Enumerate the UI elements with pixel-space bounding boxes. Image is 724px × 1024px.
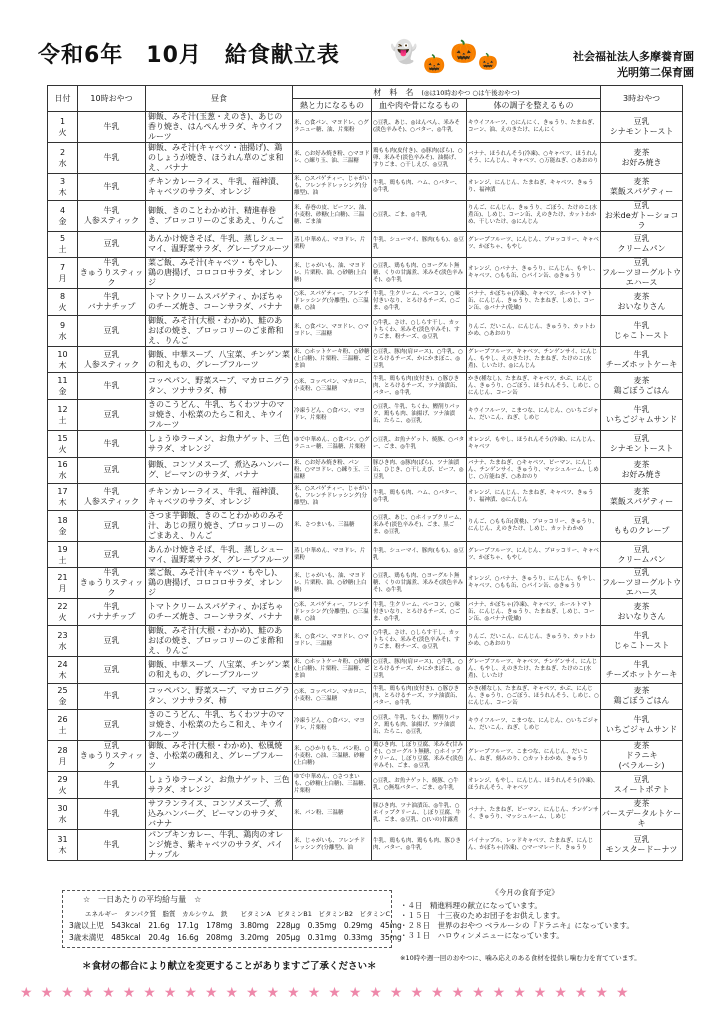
- heat-foods-cell: 蒸し中華めん、マヨドレ、片栗粉: [293, 541, 372, 568]
- nutrition-row-under3: 3歳未満児 485kcal 20.4g 16.6g 208mg 3.20mg 205μg 0.31mg 0.33mg 35mg: [69, 933, 402, 942]
- heat-foods-cell: 米、○ホットケーキ粉、○砂糖(上白糖)、片栗粉、三温糖、ごま油: [293, 656, 372, 683]
- pumpkin-small-icon: 🎃: [478, 52, 498, 71]
- blood-foods-cell: 鶏ひき肉、しぼり豆腐、米みそ(甘みそ)、○ヨーグルト無糖、○ホイップクリーム、しぼり豆腐、米みそ(淡色辛みそ)、ごま、◎豆乳: [372, 741, 467, 772]
- snack10-cell: 豆乳: [78, 315, 146, 346]
- heat-foods-cell: 米、○お好み焼き粉、パン粉、○マヨドレ、○練り玉、三温糖: [293, 457, 372, 484]
- weekday: 水: [58, 331, 67, 341]
- nutrition-row-over3: 3歳以上児 543kcal 21.6g 17.1g 178mg 3.80mg 228μg 0.35mg 0.29mg 45mg: [69, 921, 402, 930]
- day-cell: [48, 457, 78, 484]
- day-cell: [48, 568, 78, 599]
- snack10-cell: 豆乳 人参スティック: [78, 346, 146, 373]
- col-snack3: 3時おやつ: [601, 86, 683, 112]
- snack3-cell: 豆乳 もものクレープ: [601, 510, 683, 541]
- snack10-cell: 牛乳 バナナチップ: [78, 599, 146, 626]
- blood-foods-cell: ○豆乳、鶏もも肉、○ヨーグルト無糖、くりの甘露煮、米みそ(淡色辛みそ)、◎牛乳: [372, 258, 467, 289]
- lunch-cell: パンプキンカレー、牛乳、鶏肉のオレンジ焼き、紫キャベツのサラダ、パイナップル: [146, 829, 293, 860]
- lunch-cell: 御飯、みそ汁(玉葱・えのき)、あじの香り焼き、はんぺんサラダ、キウイフルーツ: [146, 112, 293, 143]
- table-row: [48, 200, 683, 231]
- lunch-cell: 菜ご飯、みそ汁(キャベツ・もやし)、鶏の唐揚げ、コロコロサラダ、オレンジ: [146, 568, 293, 599]
- blood-foods-cell: ○豆乳、牛乳、ちくわ、鰹削りパック、鶏もも肉、油揚げ、ツナ油漬缶、たらこ、◎豆乳: [372, 399, 467, 430]
- blood-foods-cell: 牛乳、鶏もも肉(皮付き)、○豚ひき肉、とろけるチーズ、ツナ油漬缶、バター、◎牛乳: [372, 373, 467, 400]
- table-row: [48, 346, 683, 373]
- chewing-note: ※10時や週一回のおやつに、噛み応えのある食材を提供し噛む力を育てています。: [400, 954, 641, 962]
- day-number: 26: [57, 715, 68, 725]
- body-foods-cell: キウイフルーツ、こまつな、にんじん、○いちごジャム、だいこん、ねぎ、しめじ: [467, 710, 601, 741]
- day-number: 15: [57, 433, 68, 443]
- weekday: 木: [58, 360, 67, 370]
- blood-foods-cell: 牛乳、生クリーム、ベーコン、○味付きいなり、とろけるチーズ、○ごま、◎牛乳: [372, 599, 467, 626]
- heat-foods-cell: 米、じゃがいも、油、マヨドレ、片栗粉、油、○砂糖(上白糖): [293, 568, 372, 599]
- lunch-cell: しょうゆラーメン、お魚ナゲット、三色サラダ、オレンジ: [146, 430, 293, 457]
- snack10-cell: 牛乳 人参スティック: [78, 484, 146, 511]
- day-cell: [48, 510, 78, 541]
- body-foods-cell: バナナ、かぼちゃ(冷凍)、キャベツ、ホールトマト缶、にんじん、きゅうり、たまねぎ、しめじ、コーン缶、◎バナナ(乾燥): [467, 599, 601, 626]
- heat-foods-cell: 米、じゃがいも、油、マヨドレ、片栗粉、油、○砂糖(上白糖): [293, 258, 372, 289]
- snack3-cell: 麦茶 おいなりさん: [601, 599, 683, 626]
- heat-foods-cell: 米、○お好み焼き粉、○マヨドレ、○練り玉、油、三温糖: [293, 143, 372, 174]
- lunch-cell: 御飯、みそ汁(大根・わかめ)、鮭のあおばの焼き、ブロッコリーのごま酢和え、りんご: [146, 625, 293, 656]
- blood-foods-cell: 牛乳、シューマイ、豚肉(もも)、◎豆乳: [372, 541, 467, 568]
- day-cell: [48, 399, 78, 430]
- heat-foods-cell: 米、○ひかりもち、パン粉、○小麦粉、○油、三温糖、砂糖(上白糖): [293, 741, 372, 772]
- lunch-cell: 御飯、中華スープ、八宝菜、チンゲン菜の和えもの、グレープフルーツ: [146, 656, 293, 683]
- events-box: [400, 888, 650, 941]
- school-name: 光明第二保育園: [617, 66, 694, 79]
- day-cell: [48, 258, 78, 289]
- snack3-cell: 豆乳 スイートポテト: [601, 772, 683, 799]
- day-number: 11: [57, 376, 68, 386]
- table-row: [48, 510, 683, 541]
- day-cell: [48, 174, 78, 201]
- lunch-cell: あんかけ焼きそば、牛乳、蒸しシューマイ、温野菜サラダ、グレープフルーツ: [146, 231, 293, 258]
- event-item: ・２８日 世界のおやつ ベラルーシの『ドラニキ』になっています。: [400, 921, 634, 930]
- snack3-cell: 麦茶 菜飯スパゲティー: [601, 484, 683, 511]
- lunch-cell: 菜ご飯、みそ汁(キャベツ・もやし)、鶏の唐揚げ、コロコロサラダ、オレンジ: [146, 258, 293, 289]
- snack10-cell: 牛乳: [78, 143, 146, 174]
- body-foods-cell: バナナ、たまねぎ、ピーマン、にんじん、チンゲンサイ、きゅうり、マッシュルーム、しめじ: [467, 798, 601, 829]
- weekday: 火: [58, 128, 67, 137]
- day-number: 23: [57, 630, 68, 640]
- body-foods-cell: オレンジ、○バナナ、きゅうり、にんじん、もやし、キャベツ、○もも缶、○パイン缶、◎きゅうり: [467, 258, 601, 289]
- table-row: [48, 457, 683, 484]
- table-row: [48, 289, 683, 316]
- day-cell: [48, 599, 78, 626]
- heat-foods-cell: 米、さつまいも、三温糖: [293, 510, 372, 541]
- day-number: 22: [57, 602, 68, 612]
- day-cell: [48, 484, 78, 511]
- body-foods-cell: りんご、だいこん、にんじん、きゅうり、カットわかめ、○あおのり: [467, 315, 601, 346]
- blood-foods-cell: ○豆乳、ごま、◎牛乳: [372, 200, 467, 231]
- event-item: ・１５日 十三夜のためお団子をお供えします。: [400, 911, 565, 920]
- day-number: 18: [57, 515, 68, 525]
- weekday: 土: [58, 555, 67, 565]
- lunch-cell: 御飯、中華スープ、八宝菜、チンゲン菜の和えもの、グレープフルーツ: [146, 346, 293, 373]
- blood-foods-cell: 牛乳、鶏もも肉、ハム、○バター、◎牛乳: [372, 174, 467, 201]
- weekday: 月: [58, 274, 67, 284]
- snack10-cell: 牛乳: [78, 430, 146, 457]
- table-row: [48, 710, 683, 741]
- snack10-cell: 牛乳 バナナチップ: [78, 289, 146, 316]
- snack3-cell: 麦茶 鶏ごぼうごはん: [601, 683, 683, 710]
- day-number: 3: [59, 176, 66, 186]
- heat-foods-cell: 米、○食パン、マヨドレ、○マヨドレ、三温糖: [293, 315, 372, 346]
- body-foods-cell: バナナ、かぼちゃ(冷凍)、キャベツ、ホールトマト缶、にんじん、きゅうり、たまねぎ、しめじ、コーン缶、◎バナナ(乾燥): [467, 289, 601, 316]
- day-number: 7: [59, 263, 66, 273]
- event-item: ・４日 精進料理の献立になっています。: [400, 901, 542, 910]
- snack10-cell: 豆乳: [78, 510, 146, 541]
- blood-foods-cell: 牛乳、鶏もも肉、ハム、○バター、◎牛乳: [372, 484, 467, 511]
- snack10-cell: 豆乳: [78, 541, 146, 568]
- weekday: 木: [58, 845, 67, 855]
- weekday: 木: [58, 187, 67, 197]
- blood-foods-cell: 牛乳、鶏もも肉(皮付き)、○豚ひき肉、とろけるチーズ、ツナ油漬缶、バター、◎牛乳: [372, 683, 467, 710]
- blood-foods-cell: ○豆乳、鶏もも肉、○ヨーグルト無糖、くりの甘露煮、米みそ(淡色辛みそ)、◎牛乳: [372, 568, 467, 599]
- day-cell: [48, 430, 78, 457]
- body-foods-cell: りんご、だいこん、にんじん、きゅうり、カットわかめ、○あおのり: [467, 625, 601, 656]
- weekday: 金: [58, 387, 67, 397]
- day-number: 8: [59, 291, 66, 301]
- day-number: 25: [57, 686, 68, 696]
- day-cell: [48, 710, 78, 741]
- snack3-cell: 麦茶 菜飯スパゲティー: [601, 174, 683, 201]
- blood-foods-cell: ○豆乳、お魚ナゲット、焼豚、○バター、ごま、◎牛乳: [372, 430, 467, 457]
- snack10-cell: 牛乳: [78, 798, 146, 829]
- day-number: 1: [59, 117, 66, 126]
- table-row: [48, 683, 683, 710]
- snack3-cell: 牛乳 じゃこトースト: [601, 625, 683, 656]
- weekday: 土: [58, 726, 67, 736]
- blood-foods-cell: ○豆乳、あじ、◎はんぺん、米みそ(淡色辛みそ)、○バター、◎牛乳: [372, 112, 467, 143]
- weekday: 木: [58, 670, 67, 680]
- table-row: [48, 112, 683, 143]
- day-number: 24: [57, 659, 68, 669]
- heat-foods-cell: 米、春巻の皮、ビーフン、油、小麦粉、砂糖(上白糖)、三温糖、ごま油: [293, 200, 372, 231]
- event-item: ・３１日 ハロウィンメニューになっています。: [400, 931, 564, 940]
- snack3-cell: 牛乳 いちごジャムサンド: [601, 710, 683, 741]
- heat-foods-cell: ゆで中華めん、○さつまいも、○砂糖(上白糖)、三温糖、片栗粉: [293, 772, 372, 799]
- heat-foods-cell: 冷凍うどん、○食パン、マヨドレ、片栗粉: [293, 710, 372, 741]
- lunch-cell: しょうゆラーメン、お魚ナゲット、三色サラダ、オレンジ: [146, 772, 293, 799]
- snack3-cell: 豆乳 モンスタードーナツ: [601, 829, 683, 860]
- blood-foods-cell: ○豆乳、豚肉(肩ロース)、○牛乳、○とろけるチーズ、かにかまぼこ、◎豆乳: [372, 346, 467, 373]
- snack3-cell: 麦茶 バースデータルトケーキ: [601, 798, 682, 828]
- snack10-cell: 牛乳: [78, 373, 146, 400]
- snack10-cell: 牛乳: [78, 772, 146, 799]
- weekday: 水: [58, 641, 67, 651]
- ghost-icon: 👻: [390, 40, 418, 65]
- lunch-cell: あんかけ焼きそば、牛乳、蒸しシューマイ、温野菜サラダ、グレープフルーツ: [146, 541, 293, 568]
- snack10-cell: 豆乳: [78, 656, 146, 683]
- snack3-cell: 豆乳 お米deガトーショコラ: [601, 200, 683, 231]
- day-number: 16: [57, 460, 68, 470]
- events-title: 《今月の食育予定》: [491, 888, 559, 897]
- blood-foods-cell: 豚ひき肉、◎豚肉(ばら)、ツナ油漬缶、ひじき、○干しえび、ビーフ、◎豆乳: [372, 457, 467, 484]
- lunch-cell: きのこうどん、牛乳、ちくわツナのマヨ焼き、小松菜のたらこ和え、キウイフルーツ: [146, 710, 293, 741]
- day-number: 31: [57, 834, 68, 844]
- weekday: 火: [58, 444, 67, 454]
- col-blood: 血や肉や骨になるもの: [372, 99, 467, 112]
- day-cell: [48, 200, 78, 231]
- table-row: [48, 568, 683, 599]
- table-row: [48, 430, 683, 457]
- weekday: 月: [58, 757, 67, 767]
- day-number: 30: [57, 803, 68, 813]
- star-decoration: ★★★★★★★★★★★★★★★★★★★★★★★★★★★★★★: [20, 985, 637, 1001]
- body-foods-cell: グレープフルーツ、こまつな、にんじん、だいこん、ねぎ、刻みのり、○カットわかめ、きゅうり: [467, 741, 601, 772]
- witch-pumpkin-icon: 🎃: [450, 40, 478, 65]
- day-number: 9: [59, 320, 66, 330]
- snack10-cell: 豆乳: [78, 457, 146, 484]
- snack10-cell: 牛乳: [78, 112, 146, 143]
- blood-foods-cell: ○牛乳、さけ、○しらす干し、カットちくわ、米みそ(淡色辛みそ)、すりごま、粉チーズ、◎豆乳: [372, 315, 467, 346]
- day-cell: [48, 772, 78, 799]
- change-notice: ＊食材の都合により献立を変更することがありますご了承ください＊: [82, 961, 377, 972]
- blood-foods-cell: 牛乳、生クリーム、ベーコン、○味付きいなり、とろけるチーズ、○ごま、◎牛乳: [372, 289, 467, 316]
- body-foods-cell: グレープフルーツ、にんじん、ブロッコリー、キャベツ、かぼちゃ、もやし: [467, 231, 601, 258]
- weekday: 水: [58, 471, 67, 481]
- menu-table: [47, 85, 683, 861]
- table-row: [48, 315, 683, 346]
- weekday: 土: [58, 245, 67, 255]
- snack3-cell: 麦茶 お好み焼き: [601, 457, 683, 484]
- day-cell: [48, 231, 78, 258]
- lunch-cell: さつま芋御飯、きのことわかめのみそ汁、あじの照り焼き、ブロッコリーのごまあえ、りんご: [146, 510, 293, 541]
- table-row: [48, 599, 683, 626]
- heat-foods-cell: 米、○スパゲティー、じゃがいも、フレンチドレッシング(分離型)、油: [293, 484, 372, 511]
- day-number: 4: [59, 205, 66, 215]
- page-title: 令和6年 10月 給食献立表: [38, 43, 340, 68]
- snack10-cell: 牛乳: [78, 829, 146, 860]
- body-foods-cell: バナナ、ほうれんそう(冷凍)、○キャベツ、ほうれんそう、にんじん、キャベツ、○万能ねぎ、○あおのり: [467, 143, 601, 174]
- body-foods-cell: オレンジ、にんじん、たまねぎ、キャベツ、きゅうり、福神漬: [467, 174, 601, 201]
- heat-foods-cell: ○米、コッペパン、マカロニ、小麦粉、○三温糖: [293, 373, 372, 400]
- table-row: [48, 143, 683, 174]
- blood-foods-cell: 豚ひき肉、ツナ油漬缶、◎牛乳、○ホイップクリーム、しぼり豆腐、牛乳、ごま、◎豆乳、○(いの)甘露煮: [372, 798, 467, 829]
- lunch-cell: チキンカレーライス、牛乳、福神漬、キャベツのサラダ、オレンジ: [146, 174, 293, 201]
- weekday: 月: [58, 584, 67, 594]
- weekday: 火: [58, 613, 67, 623]
- blood-foods-cell: ○豆乳、豚肉(肩ロース)、○牛乳、○とろけるチーズ、かにかまぼこ、◎豆乳: [372, 656, 467, 683]
- day-cell: [48, 798, 78, 829]
- snack3-cell: 豆乳 クリームパン: [601, 541, 683, 568]
- table-row: [48, 231, 683, 258]
- weekday: 水: [58, 159, 67, 168]
- nutrition-title: ☆ 一日あたりの平均給与量 ☆: [83, 895, 202, 904]
- lunch-cell: トマトクリームスパゲティ、かぼちゃのチーズ焼き、コーンサラダ、バナナ: [146, 599, 293, 626]
- col-lunch: 昼食: [146, 86, 293, 112]
- heat-foods-cell: 米、○スパゲティー、じゃがいも、フレンチドレッシング(分離型)、油: [293, 174, 372, 201]
- snack10-cell: 豆乳: [78, 231, 146, 258]
- table-row: [48, 798, 683, 829]
- day-number: 17: [57, 486, 68, 496]
- snack3-cell: 牛乳 じゃこトースト: [601, 315, 683, 346]
- lunch-cell: サフランライス、コンソメスープ、煮込みハンバーグ、ピーマンのサラダ、バナナ: [146, 798, 293, 829]
- heat-foods-cell: 米、パン粉、三温糖: [293, 798, 372, 829]
- lunch-cell: チキンカレーライス、牛乳、福神漬、キャベツのサラダ、オレンジ: [146, 484, 293, 511]
- weekday: 木: [58, 497, 67, 507]
- table-row: [48, 399, 683, 430]
- table-row: [48, 484, 683, 511]
- snack3-cell: 麦茶 鶏ごぼうごはん: [601, 373, 683, 400]
- heat-foods-cell: 米、○ホットケーキ粉、○砂糖(上白糖)、片栗粉、三温糖、ごま油: [293, 346, 372, 373]
- blood-foods-cell: ○豆乳、牛乳、ちくわ、鰹削りパック、鶏もも肉、油揚げ、ツナ油漬缶、たらこ、◎豆乳: [372, 710, 467, 741]
- body-foods-cell: オレンジ、○バナナ、きゅうり、にんじん、もやし、キャベツ、○もも缶、○パイン缶、◎きゅうり: [467, 568, 601, 599]
- nutrition-header: エネルギー タンパク質 脂質 カルシウム 鉄 ビタミンA ビタミンB1 ビタミンB2 ビタミンC: [85, 910, 390, 918]
- lunch-cell: きのこうどん、牛乳、ちくわツナのマヨ焼き、小松菜のたらこ和え、キウイフルーツ: [146, 399, 293, 430]
- weekday: 水: [58, 814, 67, 824]
- table-row: [48, 174, 683, 201]
- table-row: [48, 741, 683, 772]
- snack10-cell: 豆乳: [78, 710, 146, 741]
- snack3-cell: 牛乳 チーズホットケーキ: [601, 656, 683, 683]
- table-row: [48, 772, 683, 799]
- blood-foods-cell: ○牛乳、さけ、○しらす干し、カットちくわ、米みそ(淡色辛みそ)、すりごま、粉チーズ、◎豆乳: [372, 625, 467, 656]
- lunch-cell: トマトクリームスパゲティ、かぼちゃのチーズ焼き、コーンサラダ、バナナ: [146, 289, 293, 316]
- heat-foods-cell: ゆで中華めん、○食パン、○グラニュー糖、三温糖、片栗粉: [293, 430, 372, 457]
- snack3-cell: 牛乳 いちごジャムサンド: [601, 399, 683, 430]
- snack10-cell: 牛乳 きゅうりスティック: [78, 568, 146, 599]
- col-date: 日付: [48, 86, 78, 112]
- blood-foods-cell: 鶏もも肉(皮付き)、◎豚肉(ばら)、○卵、米みそ(淡色辛みそ)、油揚げ、すりごま、○干しえび、◎豆乳: [372, 143, 467, 174]
- heat-foods-cell: 米、○食パン、マヨドレ、○グラニュー糖、油、片栗粉: [293, 112, 372, 143]
- org-name: 社会福祉法人多摩養育園: [573, 50, 694, 63]
- day-cell: [48, 346, 78, 373]
- day-number: 29: [57, 774, 68, 784]
- body-foods-cell: オレンジ、もやし、ほうれんそう(冷凍)、にんじん、キャベツ: [467, 430, 601, 457]
- snack3-cell: 牛乳 チーズホットケーキ: [601, 346, 683, 373]
- snack3-cell: 豆乳 フルーツヨーグルトウエハース: [601, 568, 682, 598]
- heat-foods-cell: 米、じゃがいも、フレンチドレッシング(分離型)、油: [293, 829, 372, 860]
- body-foods-cell: オレンジ、にんじん、たまねぎ、キャベツ、きゅうり、福神漬、◎にんじん: [467, 484, 601, 511]
- col-heat: 熱と力になるもの: [293, 99, 372, 112]
- day-cell: [48, 829, 78, 860]
- nutrition-box: [62, 890, 402, 948]
- day-cell: [48, 289, 78, 316]
- weekday: 金: [58, 526, 67, 536]
- heat-foods-cell: ○米、スパゲティー、フレンチドレッシング(分離型)、○三温糖、○油: [293, 599, 372, 626]
- day-cell: [48, 373, 78, 400]
- day-number: 12: [57, 404, 68, 414]
- lunch-cell: コッペパン、野菜スープ、マカロニグラタン、ツナサラダ、柿: [146, 683, 293, 710]
- heat-foods-cell: ○米、スパゲティー、フレンチドレッシング(分離型)、○三温糖、○油: [293, 289, 372, 316]
- body-foods-cell: パイナップル、レッドキャベツ、たまねぎ、にんじん、かぼちゃ(冷凍)、○マーマレード、きゅうり: [467, 829, 601, 860]
- snack10-cell: 豆乳 きゅうりスティック: [78, 741, 146, 772]
- day-cell: [48, 112, 78, 143]
- blood-foods-cell: 牛乳、鶏もも肉、鶏もも肉、豚ひき肉、バター、◎牛乳: [372, 829, 467, 860]
- col-ingredients: 材 料 名 (◎は10時おやつ ○は午後おやつ): [293, 86, 601, 99]
- table-row: [48, 656, 683, 683]
- heat-foods-cell: ○米、コッペパン、マカロニ、小麦粉、○三温糖: [293, 683, 372, 710]
- weekday: 金: [58, 216, 67, 226]
- body-foods-cell: バナナ、たまねぎ、○キャベツ、ピーマン、にんじん、チンゲンサイ、きゅうり、マッシュルーム、しめじ、○万能ねぎ、○あおのり: [467, 457, 601, 484]
- blood-foods-cell: ○豆乳、あじ、○ホイップクリーム、米みそ(淡色辛みそ)、ごま、黒ごま、◎豆乳: [372, 510, 467, 541]
- snack10-cell: 牛乳: [78, 683, 146, 710]
- lunch-cell: 御飯、コンソメスープ、煮込みハンバーグ、ピーマンのサラダ、バナナ: [146, 457, 293, 484]
- day-number: 10: [57, 349, 68, 359]
- body-foods-cell: グレープフルーツ、キャベツ、チンゲンサイ、にんじん、もやし、えのきたけ、たまねぎ、たけのこ(水煮)、しいたけ: [467, 656, 601, 683]
- snack3-cell: 豆乳 シナモントースト: [601, 430, 683, 457]
- snack3-cell: 豆乳 クリームパン: [601, 231, 683, 258]
- heat-foods-cell: 蒸し中華めん、マヨドレ、片栗粉: [293, 231, 372, 258]
- day-number: 28: [57, 746, 68, 756]
- snack10-cell: 豆乳: [78, 625, 146, 656]
- table-row: [48, 541, 683, 568]
- day-cell: [48, 541, 78, 568]
- col-body: 体の調子を整えるもの: [467, 99, 601, 112]
- blood-foods-cell: ○豆乳、お魚ナゲット、焼豚、○牛乳、○無塩バター、ごま、◎牛乳: [372, 772, 467, 799]
- snack10-cell: 牛乳: [78, 174, 146, 201]
- day-cell: [48, 625, 78, 656]
- lunch-cell: 御飯、きのことわかめ汁、精進春巻き、ブロッコリーのごまあえ、りんご: [146, 200, 293, 231]
- day-cell: [48, 315, 78, 346]
- day-number: 5: [59, 234, 66, 244]
- body-foods-cell: かき(種なし)、たまねぎ、キャベツ、かぶ、にんじん、きゅうり、○ごぼう、ほうれんそう、しめじ、○にんじん、コーン缶: [467, 683, 601, 710]
- blood-foods-cell: 牛乳、シューマイ、豚肉(もも)、◎豆乳: [372, 231, 467, 258]
- body-foods-cell: りんご、○もも缶(黄桃)、ブロッコリー、きゅうり、にんじん、えのきたけ、しめじ、カットわかめ: [467, 510, 601, 541]
- table-row: [48, 829, 683, 860]
- day-cell: [48, 741, 78, 772]
- day-cell: [48, 143, 78, 174]
- heat-foods-cell: 米、○食パン、マヨドレ、○マヨドレ、三温糖: [293, 625, 372, 656]
- snack3-cell: 豆乳 フルーツヨーグルトウエハース: [601, 258, 682, 288]
- snack10-cell: 牛乳 きゅうりスティック: [78, 258, 146, 289]
- day-number: 2: [59, 148, 66, 157]
- snack10-cell: 豆乳: [78, 399, 146, 430]
- day-cell: [48, 683, 78, 710]
- weekday: 土: [58, 415, 67, 425]
- weekday: 金: [58, 697, 67, 707]
- day-number: 21: [57, 573, 68, 583]
- weekday: 火: [58, 785, 67, 795]
- col-snack10: 10時おやつ: [78, 86, 146, 112]
- body-foods-cell: オレンジ、もやし、にんじん、ほうれんそう(冷凍)、ほうれんそう、キャベツ: [467, 772, 601, 799]
- lunch-cell: 御飯、みそ汁(大根・わかめ)、松風焼き、小松菜の磯和え、グレープフルーツ: [146, 741, 293, 772]
- table-row: [48, 258, 683, 289]
- body-foods-cell: キウイフルーツ、こまつな、にんじん、○いちごジャム、だいこん、ねぎ、しめじ: [467, 399, 601, 430]
- day-number: 19: [57, 544, 68, 554]
- body-foods-cell: キウイフルーツ、○にんにく、きゅうり、たまねぎ、コーン、油、えのきたけ、にんにく: [467, 112, 601, 143]
- heat-foods-cell: 冷凍うどん、○食パン、マヨドレ、片栗粉: [293, 399, 372, 430]
- lunch-cell: コッペパン、野菜スープ、マカロニグラタン、ツナサラダ、柿: [146, 373, 293, 400]
- lunch-cell: 御飯、みそ汁(大根・わかめ)、鮭のあおばの焼き、ブロッコリーのごま酢和え、りんご: [146, 315, 293, 346]
- body-foods-cell: グレープフルーツ、キャベツ、チンゲンサイ、にんじん、もやし、えのきたけ、たまねぎ、たけのこ(水煮)、しいたけ、◎にんじん: [467, 346, 601, 373]
- snack3-cell: 麦茶 お好み焼き: [601, 143, 683, 174]
- body-foods-cell: グレープフルーツ、にんじん、ブロッコリー、キャベツ、かぼちゃ、もやし: [467, 541, 601, 568]
- body-foods-cell: かき(種なし)、たまねぎ、キャベツ、かぶ、にんじん、きゅうり、○ごぼう、ほうれんそう、しめじ、○にんじん、コーン缶: [467, 373, 601, 400]
- day-cell: [48, 656, 78, 683]
- lunch-cell: 御飯、みそ汁(キャベツ・油揚げ)、鶏のしょうが焼き、ほうれん草のごま和え、バナナ: [146, 143, 293, 174]
- table-row: [48, 373, 683, 400]
- snack3-cell: 豆乳 シナモントースト: [601, 112, 683, 143]
- snack3-cell: 麦茶 ドラニキ (ベラルーシ): [601, 741, 683, 772]
- page-header: [38, 30, 698, 90]
- table-row: [48, 625, 683, 656]
- pumpkin-icon: 🎃: [423, 54, 446, 75]
- body-foods-cell: りんご、にんじん、きゅうり、ごぼう、たけのこ(水煮缶)、しめじ、コーン缶、えのきたけ、カットわかめ、干しいたけ、◎にんじん: [467, 200, 601, 231]
- snack3-cell: 麦茶 おいなりさん: [601, 289, 683, 316]
- weekday: 火: [58, 302, 67, 312]
- snack10-cell: 牛乳 人参スティック: [78, 200, 146, 231]
